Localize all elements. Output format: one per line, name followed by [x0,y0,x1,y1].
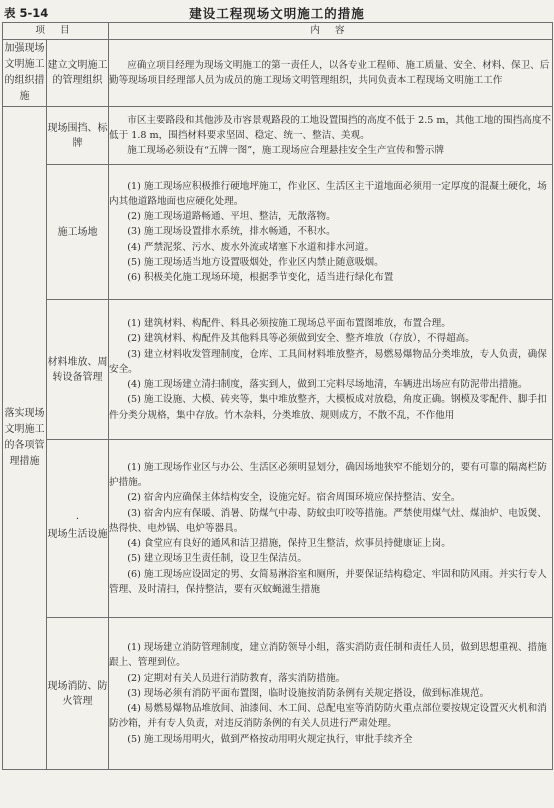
scan-speck-icon: · [75,514,80,525]
table-row [3,165,553,300]
table-row [3,40,553,107]
content-management-organization [109,40,553,107]
content-line: (4) 易燃易爆物品堆放间、油漆间、木工间、总配电室等消防防火重点部位要按规定设置灭火机和消防沙箱，并有专人负责，对违反消防条例的有关人员进行严肃处理。 [109,703,547,730]
subitem-living-facilities [47,440,109,618]
measures-table [2,22,553,770]
table-number: 表 5-14 [4,6,49,20]
content-line: (3) 宿舍内应有保暖、消暑、防煤气中毒、防蚊虫叮咬等措施。严禁使用煤气灶、煤油炉、电饭煲、热得快、电炒锅、电炉等器具。 [109,507,547,534]
header-content: 内 容 [109,23,553,40]
content-line: (4) 食堂应有良好的通风和洁卫措施，保持卫生整洁，炊事员持健康证上岗。 [127,538,451,550]
table-caption [0,2,554,24]
content-line: (2) 宿舍内应确保主体结构安全，设施完好。宿舍周围环境应保持整洁、安全。 [127,492,461,504]
content-line: (6) 积极美化施工现场环境，根据季节变化，适当进行绿化布置 [127,272,394,283]
content-line: (2) 定期对有关人员进行消防教育，落实消防措施。 [127,672,346,684]
subitem-construction-site: 施工场地 [47,165,109,300]
content-construction-site [109,165,553,300]
content-line: (6) 施工现场应设固定的男、女简易淋浴室和厕所，并要保证结构稳定、牢固和防风雨。并实行专人管理、及时清扫，保持整洁，要有灭蚊蝇滋生措施 [109,568,547,595]
content-line: (5) 施工设施、大模、砖夹等，集中堆放整齐，大模板成对放稳，角度正确。钢模及零配件、脚手扣件分类分规格，集中存放。竹木杂料，分类堆放、规则成方，不散不乱，不作他用 [109,394,547,421]
content-line: (1) 现场建立消防管理制度，建立消防领导小组，落实消防责任制和责任人员，做到思想重视、措施跟上、管理到位。 [109,642,547,669]
content-line: (5) 建立现场卫生责任制，设卫生保洁员。 [127,553,307,565]
content-line: (3) 建立材料收发管理制度，仓库、工具间材料堆放整齐，易燃易爆物品分类堆放，专人负责，确保安全。 [109,348,547,375]
table-row [3,107,553,165]
content-line: (1) 建筑材料、构配件、料具必须按施工现场总平面布置图堆放，布置合理。 [127,318,451,330]
content-living-facilities [109,440,553,618]
content-line: (1) 施工现场应积极推行硬地坪施工，作业区、生活区主干道地面必须用一定厚度的混凝土硬化，场内其他道路地面也应硬化处理。 [109,180,547,207]
subitem-living-facilities-label: 现场生活设施 [47,529,108,540]
table-header-row [3,23,553,40]
table-row [3,618,553,770]
content-line: (2) 施工现场道路畅通、平坦、整洁，无散落物。 [127,211,336,223]
table-row [3,300,553,440]
content-line: (5) 施工现场适当地方设置吸烟处，作业区内禁止随意吸烟。 [127,256,384,268]
subitem-hoarding-signage: 现场围挡、标牌 [47,107,109,165]
content-fire-management [109,618,553,770]
content-line: (3) 施工现场设置排水系统，排水畅通，不积水。 [127,226,336,238]
content-line: (3) 现场必须有消防平面布置图，临时设施按消防条例有关规定搭设，做到标准规范。 [127,687,490,699]
content-line: (4) 施工现场建立清扫制度，落实到人，做到工完料尽场地清，车辆进出场应有防泥带出措施。 [127,379,528,391]
content-line: 应确立项目经理为现场文明施工的第一责任人，以各专业工程师、施工质量、安全、材料、保卫、后勤等现场项目经理部人员为成员的施工现场文明管理组织，共同负责本工程现场文明施工工作 [109,59,550,86]
content-line: (2) 建筑材料、构配件及其他料具等必须做到安全、整齐堆放（存放），不得超高。 [127,333,475,345]
subitem-fire-management: 现场消防、防火管理 [47,618,109,770]
category-management-measures: 落实现场文明施工的各项管理措施 [3,107,47,770]
content-line: 市区主要路段和其他涉及市容景观路段的工地设置围挡的高度不低于 2.5 m，其他工地的围挡高度不低于 1.8 m，围挡材料要求坚固、稳定、统一、整洁、美观。 [109,114,552,141]
content-line: (1) 施工现场作业区与办公、生活区必须明显划分，确因场地狭窄不能划分的，要有可靠的隔离栏防护措施。 [109,462,547,489]
content-line: (5) 施工现场用明火，做到严格按动用明火规定执行，审批手续齐全 [127,733,413,745]
content-line: 施工现场必须设有“五牌一图”，施工现场应合理悬挂安全生产宣传和警示牌 [127,145,445,157]
table-title: 建设工程现场文明施工的措施 [189,6,365,21]
table-row [3,440,553,618]
content-material-stacking [109,300,553,440]
content-line: (4) 严禁泥浆、污水、废水外流或堵塞下水道和排水河道。 [127,241,375,253]
header-item: 项 目 [3,23,109,40]
subitem-material-stacking: 材料堆放、周转设备管理 [47,300,109,440]
content-hoarding-signage [109,107,553,165]
category-organization: 加强现场文明施工的组织措施 [3,40,47,107]
subitem-management-organization: 建立文明施工的管理组织 [47,40,109,107]
